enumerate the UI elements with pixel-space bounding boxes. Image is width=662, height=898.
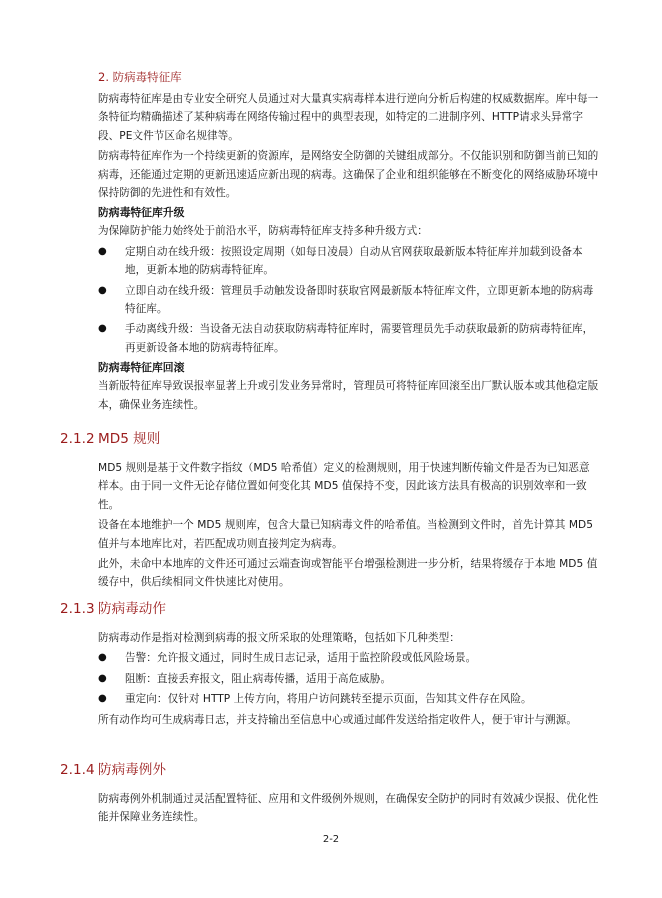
list-item — [98, 649, 600, 667]
list-item — [98, 690, 600, 708]
virus-db-para-1: 防病毒特征库是由专业安全研究人员通过对大量真实病毒样本进行逆向分析后构建的权威数据库。库中每一条特征均精确描述了某种病毒在网络传输过程中的典型表现，如特定的二进制序列、HTTP请求头异常字段、PE文件节区命名规律等。 — [98, 93, 599, 142]
section-action-heading — [60, 600, 166, 618]
list-item — [98, 243, 600, 280]
bullet-icon: ● — [98, 693, 107, 705]
section-md5-heading — [60, 430, 160, 448]
action-outro: 所有动作均可生成病毒日志，并支持输出至信息中心或通过邮件发送给指定收件人，便于审计与溯源。 — [98, 713, 577, 726]
section-number: 2.1.2 — [60, 431, 95, 447]
virus-db-body — [98, 90, 600, 416]
virus-db-heading: 2. 防病毒特征库 — [98, 70, 182, 84]
list-item — [98, 320, 600, 357]
upgrade-bullet-2: 立即自动在线升级：管理员手动触发设备即时获取官网最新版本特征库文件，立即更新本地的防病毒特征库。 — [125, 284, 594, 316]
section-title: 防病毒例外 — [98, 762, 166, 778]
section-title: MD5 规则 — [98, 431, 161, 447]
section-number: 2.1.4 — [60, 762, 95, 778]
bullet-icon: ● — [98, 672, 107, 684]
rollback-title: 防病毒特征库回滚 — [98, 361, 185, 375]
section-exception-heading — [60, 761, 166, 779]
upgrade-bullet-1: 定期自动在线升级：按照设定周期（如每日凌晨）自动从官网获取最新版本特征库并加载到设备本地，更新本地的防病毒特征库。 — [125, 245, 583, 277]
section-title: 防病毒动作 — [98, 601, 166, 617]
md5-para-2: 设备在本地维护一个 MD5 规则库，包含大量已知病毒文件的哈希值。当检测到文件时，首先计算其 MD5 值并与本地库比对，若匹配成功则直接判定为病毒。 — [98, 519, 594, 550]
md5-para-1: MD5 规则是基于文件数字指纹（MD5 哈希值）定义的检测规则，用于快速判断传输文件是否为已知恶意样本。由于同一文件无论存储位置如何变化其 MD5 值保持不变，因此该方法具有极高的识别效率和一致性。 — [98, 462, 590, 511]
section-number: 2.1.3 — [60, 601, 95, 617]
upgrade-bullet-3: 手动离线升级：当设备无法自动获取防病毒特征库时，需要管理员先手动获取最新的防病毒特征库，再更新设备本地的防病毒特征库。 — [125, 323, 594, 354]
bullet-icon: ● — [98, 284, 107, 296]
page-number: 2-2 — [322, 834, 340, 845]
exception-body — [98, 790, 600, 829]
bullet-icon: ● — [98, 652, 107, 664]
action-bullet-3: 重定向：仅针对 HTTP 上传方向，将用户访问跳转至提示页面，告知其文件存在风险。 — [125, 693, 532, 706]
action-intro: 防病毒动作是指对检测到病毒的报文所采取的处理策略，包括如下几种类型： — [98, 632, 460, 644]
bullet-icon: ● — [98, 323, 107, 335]
bullet-icon: ● — [98, 245, 107, 257]
list-item — [98, 282, 600, 319]
action-body — [98, 629, 600, 731]
upgrade-intro: 为保障防护能力始终处于前沿水平，防病毒特征库支持多种升级方式： — [98, 225, 428, 238]
md5-body — [98, 459, 600, 594]
action-bullet-2: 阻断：直接丢弃报文，阻止病毒传播，适用于高危威胁。 — [125, 672, 392, 685]
md5-para-3: 此外，未命中本地库的文件还可通过云端查询或智能平台增强检测进一步分析，结果将缓存于本地 MD5 值缓存中，供后续相同文件快速比对使用。 — [98, 558, 598, 589]
rollback-text: 当新版特征库导致误报率显著上升或引发业务异常时，管理员可将特征库回滚至出厂默认版本或其他稳定版本，确保业务连续性。 — [98, 380, 599, 411]
exception-text: 防病毒例外机制通过灵活配置特征、应用和文件级例外规则，在确保安全防护的同时有效减少误报、优化性能并保障业务连续性。 — [98, 793, 599, 824]
action-bullet-1: 告警：允许报文通过，同时生成日志记录，适用于监控阶段或低风险场景。 — [125, 652, 477, 665]
upgrade-title: 防病毒特征库升级 — [98, 206, 185, 220]
list-item — [98, 670, 600, 688]
virus-db-para-2: 防病毒特征库作为一个持续更新的资源库，是网络安全防御的关键组成部分。不仅能识别和防御当前已知的病毒，还能通过定期的更新迅速适应新出现的病毒。这确保了企业和组织能够在不断变化的网络威胁环境中保持防御的先进性和有效性。 — [98, 150, 599, 200]
